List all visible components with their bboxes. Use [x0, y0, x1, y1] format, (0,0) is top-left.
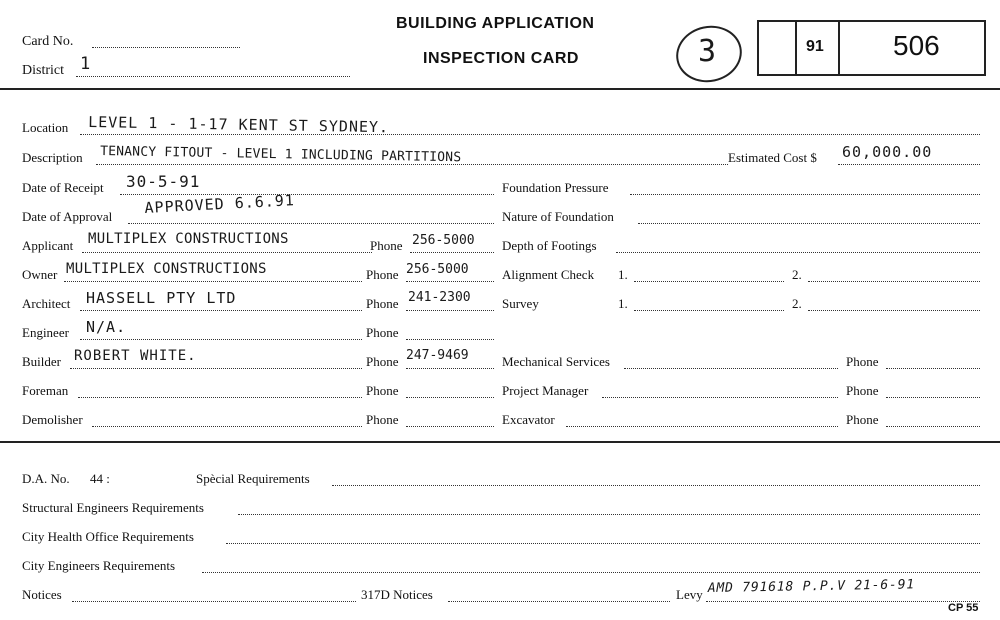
architect-phone-label: Phone	[366, 296, 399, 311]
architect-phone-value: 241-2300	[408, 290, 471, 305]
estimated-cost-value: 60,000.00	[842, 143, 933, 161]
special-requirements-field[interactable]	[332, 485, 980, 486]
location-field[interactable]	[80, 134, 980, 135]
city-health-label: City Health Office Requirements	[22, 529, 194, 544]
alignment-check-field-1[interactable]	[634, 281, 784, 282]
structural-engineers-field[interactable]	[238, 514, 980, 515]
card-no-label: Card No.	[22, 34, 74, 49]
estimated-cost-label: Estimated Cost $	[728, 150, 817, 165]
card-number-box	[757, 20, 986, 76]
date-of-receipt-field[interactable]	[120, 194, 494, 195]
date-of-receipt-value: 30-5-91	[126, 172, 201, 191]
builder-phone-field[interactable]	[406, 368, 494, 369]
notices-field[interactable]	[72, 601, 356, 602]
description-value: TENANCY FITOUT - LEVEL 1 INCLUDING PARTITIONS	[100, 144, 462, 166]
city-engineers-label: City Engineers Requirements	[22, 558, 176, 573]
applicant-field[interactable]	[82, 252, 372, 253]
box-divider-1	[795, 22, 797, 74]
header-divider	[0, 88, 1000, 90]
engineer-label: Engineer	[22, 325, 69, 340]
district-value: 1	[80, 54, 92, 74]
estimated-cost-field[interactable]	[838, 164, 980, 165]
date-of-approval-label: Date of Approval	[22, 209, 113, 224]
title-line-1: BUILDING APPLICATION	[396, 15, 595, 32]
depth-of-footings-field[interactable]	[616, 252, 980, 253]
builder-value: ROBERT WHITE.	[74, 348, 197, 364]
demolisher-phone-field[interactable]	[406, 426, 494, 427]
architect-value: HASSELL PTY LTD	[86, 289, 237, 307]
survey-item-2: 2.	[792, 296, 802, 311]
survey-field-1[interactable]	[634, 310, 784, 311]
nature-of-foundation-label: Nature of Foundation	[502, 209, 614, 224]
architect-field[interactable]	[80, 310, 362, 311]
excavator-phone-field[interactable]	[886, 426, 980, 427]
demolisher-phone-label: Phone	[366, 412, 399, 427]
builder-phone-label: Phone	[366, 354, 399, 369]
applicant-phone-label: Phone	[370, 238, 403, 253]
alignment-check-field-2[interactable]	[808, 281, 980, 282]
notices-317d-label: 317D Notices	[361, 587, 433, 602]
circled-number: 3	[698, 34, 718, 69]
foreman-field[interactable]	[78, 397, 362, 398]
engineer-field[interactable]	[80, 339, 362, 340]
survey-label: Survey	[502, 296, 539, 311]
notices-label: Notices	[22, 587, 62, 602]
date-of-approval-value: APPROVED 6.6.91	[144, 191, 296, 217]
levy-label: Levy	[676, 587, 703, 602]
owner-phone-label: Phone	[366, 267, 399, 282]
applicant-value: MULTIPLEX CONSTRUCTIONS	[88, 231, 289, 247]
engineer-phone-field[interactable]	[406, 339, 494, 340]
city-health-field[interactable]	[226, 543, 980, 544]
title-line-2: INSPECTION CARD	[423, 50, 579, 67]
description-label: Description	[22, 150, 83, 165]
location-label: Location	[22, 120, 69, 135]
demolisher-label: Demolisher	[22, 412, 83, 427]
builder-phone-value: 247-9469	[406, 348, 469, 363]
location-value: LEVEL 1 - 1-17 KENT ST SYDNEY.	[88, 113, 390, 137]
builder-label: Builder	[22, 354, 61, 369]
architect-label: Architect	[22, 296, 71, 311]
builder-field[interactable]	[70, 368, 362, 369]
excavator-field[interactable]	[566, 426, 838, 427]
depth-of-footings-label: Depth of Footings	[502, 238, 597, 253]
da-no-value: 44 :	[90, 471, 110, 486]
project-manager-label: Project Manager	[502, 383, 589, 398]
applicant-label: Applicant	[22, 238, 74, 253]
nature-of-foundation-field[interactable]	[638, 223, 980, 224]
owner-label: Owner	[22, 267, 58, 282]
district-field[interactable]	[76, 76, 350, 77]
box-number: 506	[893, 30, 940, 61]
applicant-phone-value: 256-5000	[412, 233, 475, 248]
mechanical-services-phone-label: Phone	[846, 354, 879, 369]
excavator-phone-label: Phone	[846, 412, 879, 427]
alignment-check-label: Alignment Check	[502, 267, 595, 282]
owner-value: MULTIPLEX CONSTRUCTIONS	[66, 261, 267, 277]
city-engineers-field[interactable]	[202, 572, 980, 573]
card-no-field[interactable]	[92, 47, 240, 48]
engineer-phone-label: Phone	[366, 325, 399, 340]
foreman-label: Foreman	[22, 383, 69, 398]
project-manager-phone-label: Phone	[846, 383, 879, 398]
survey-item-1: 1.	[618, 296, 628, 311]
alignment-check-item-2: 2.	[792, 267, 802, 282]
date-of-receipt-label: Date of Receipt	[22, 180, 104, 195]
special-requirements-label: Spècial Requirements	[196, 471, 310, 486]
demolisher-field[interactable]	[92, 426, 362, 427]
mechanical-services-field[interactable]	[624, 368, 838, 369]
district-label: District	[22, 63, 64, 78]
project-manager-field[interactable]	[602, 397, 838, 398]
owner-phone-field[interactable]	[406, 281, 494, 282]
engineer-value: N/A.	[86, 318, 127, 336]
owner-field[interactable]	[64, 281, 362, 282]
owner-phone-value: 256-5000	[406, 262, 469, 277]
survey-field-2[interactable]	[808, 310, 980, 311]
mechanical-services-phone-field[interactable]	[886, 368, 980, 369]
applicant-phone-field[interactable]	[410, 252, 494, 253]
alignment-check-item-1: 1.	[618, 267, 628, 282]
levy-value: AMD 791618 P.P.V 21-6-91	[707, 577, 916, 596]
mechanical-services-label: Mechanical Services	[502, 354, 610, 369]
levy-field[interactable]	[706, 601, 980, 602]
date-of-approval-field[interactable]	[128, 223, 494, 224]
foundation-pressure-label: Foundation Pressure	[502, 180, 609, 195]
foundation-pressure-field[interactable]	[630, 194, 980, 195]
foreman-phone-label: Phone	[366, 383, 399, 398]
structural-engineers-label: Structural Engineers Requirements	[22, 500, 204, 515]
form-code: CP 55	[948, 602, 979, 614]
section-divider	[0, 441, 1000, 443]
box-code: 91	[806, 38, 824, 55]
project-manager-phone-field[interactable]	[886, 397, 980, 398]
box-divider-2	[838, 22, 840, 74]
excavator-label: Excavator	[502, 412, 555, 427]
architect-phone-field[interactable]	[406, 310, 494, 311]
foreman-phone-field[interactable]	[406, 397, 494, 398]
da-no-label: D.A. No.	[22, 471, 70, 486]
notices-317d-field[interactable]	[448, 601, 670, 602]
